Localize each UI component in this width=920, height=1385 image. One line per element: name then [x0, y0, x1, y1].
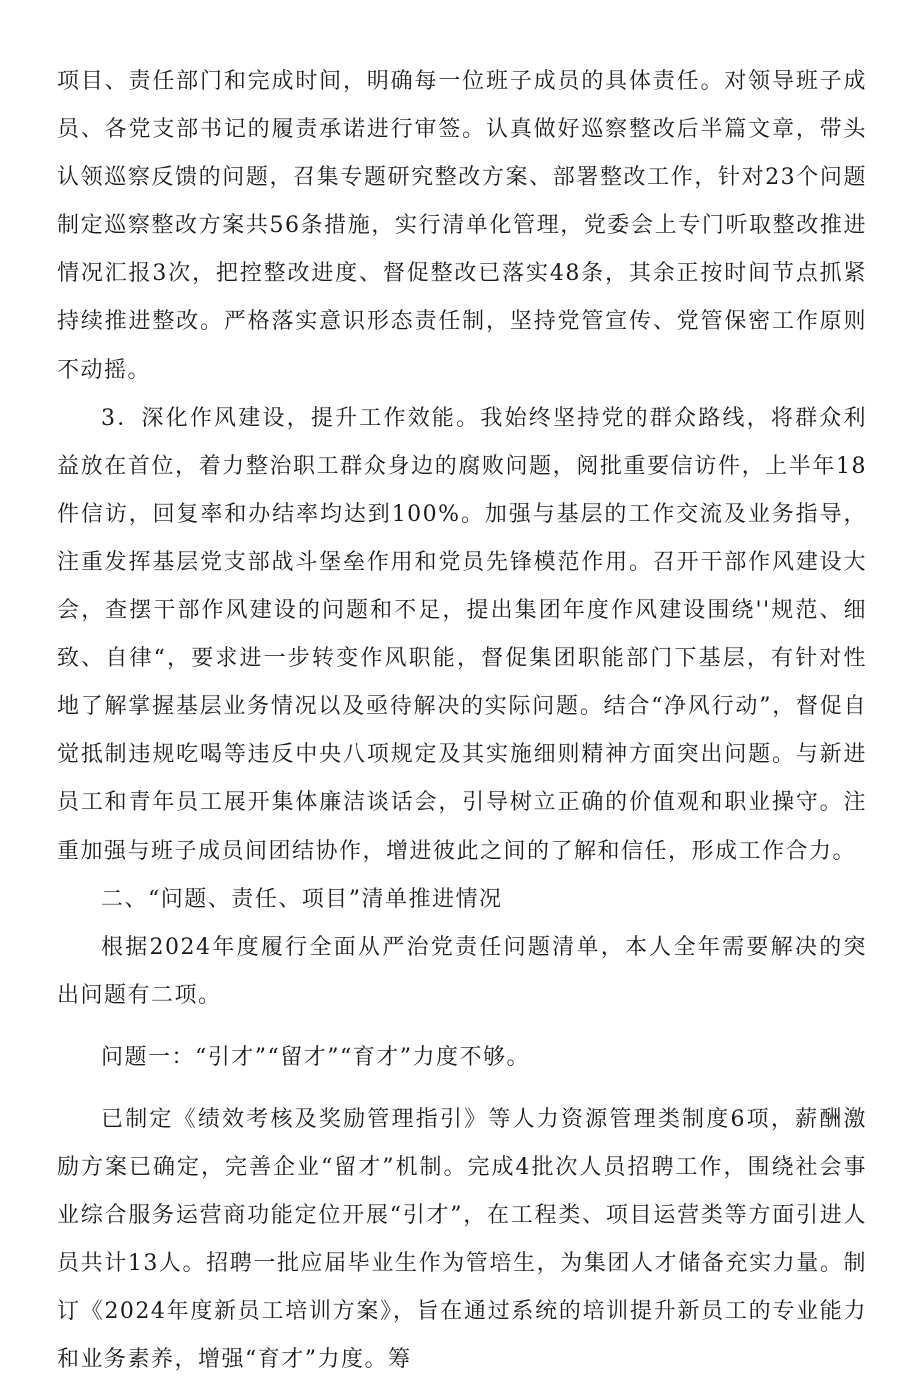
problem-one-heading: 问题一：“引才”“留才”“育才”力度不够。 — [101, 1044, 530, 1070]
paragraph-talent-measures: 已制定《绩效考核及奖励管理指引》等人力资源管理类制度6项，薪酬激励方案已确定，完善企业“留才”机制。完成4批次人员招聘工作，围绕社会事业综合服务运营商功能定位开展“引才”，在工程类、项目运营类等方面引进人员共计13人。招聘一批应届毕业生作为管培生，为集团人才储备充实力量。制订《2024年度新员工培训方案》，旨在通过系统的培训提升新员工的专业能力和业务素养，增强“育才”力度。筹 — [57, 1106, 867, 1373]
paragraph-work-style: 3．深化作风建设，提升工作效能。我始终坚持党的群众路线，将群众利益放在首位，着力整治职工群众身边的腐败问题，阅批重要信访件，上半年18件信访，回复率和办结率均达到100%。加强与基层的工作交流及业务指导，注重发挥基层党支部战斗堡垒作用和党员先锋模范作用。召开干部作风建设大会，查摆干部作风建设的问题和不足，提出集团年度作风建设围绕''规范、细致、自律“，要求进一步转变作风职能，督促集团职能部门下基层，有针对性地了解掌握基层业务情况以及亟待解决的实际问题。结合“净风行动”，督促自觉抵制违规吃喝等违反中央八项规定及其实施细则精神方面突出问题。与新进员工和青年员工展开集体廉洁谈话会，引导树立正确的价值观和职业操守。注重加强与班子成员间团结协作，增进彼此之间的了解和信任，形成工作合力。 — [57, 405, 867, 864]
paragraph-problem-list-intro: 根据2024年度履行全面从严治党责任问题清单，本人全年需要解决的突出问题有二项。 — [57, 934, 867, 1008]
section-heading-checklist: 二、“问题、责任、项目”清单推进情况 — [101, 886, 503, 912]
paragraph-responsibility-list: 项目、责任部门和完成时间，明确每一位班子成员的具体责任。对领导班子成员、各党支部书记的履责承诺进行审签。认真做好巡察整改后半篇文章，带头认领巡察反馈的问题，召集专题研究整改方案、部署整改工作，针对23个问题制定巡察整改方案共56条措施，实行清单化管理，党委会上专门听取整改推进情况汇报3次，把控整改进度、督促整改已落实48条，其余正按时间节点抓紧持续推进整改。严格落实意识形态责任制，坚持党管宣传、党管保密工作原则不动摇。 — [57, 69, 867, 383]
paragraph-gap — [57, 1082, 867, 1096]
paragraph-gap — [57, 1020, 867, 1034]
